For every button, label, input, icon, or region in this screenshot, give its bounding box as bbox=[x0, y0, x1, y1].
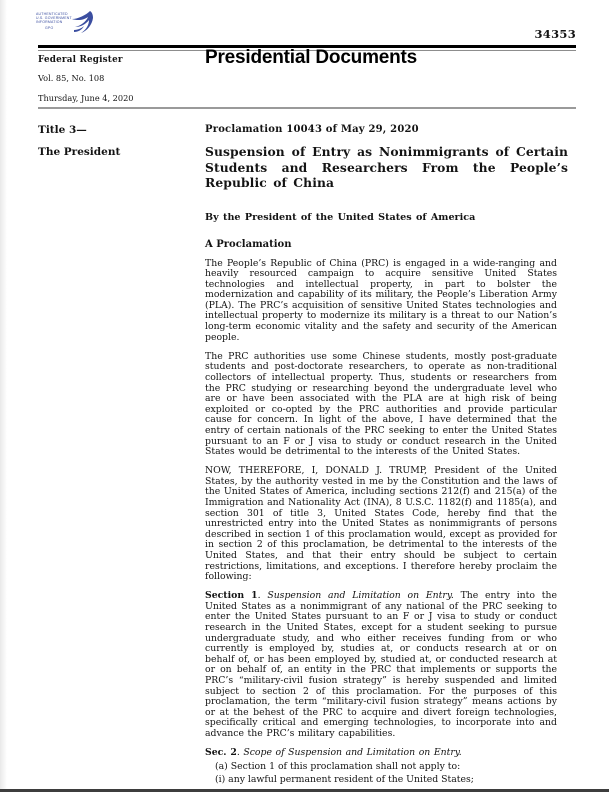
proclamation-number-line: Proclamation 10043 of May 29, 2020 bbox=[205, 124, 419, 135]
page-left-edge-shadow bbox=[0, 0, 7, 792]
masthead-rule bbox=[38, 107, 576, 109]
a-proclamation-heading: A Proclamation bbox=[205, 238, 292, 250]
proclamation-document bbox=[205, 124, 568, 786]
publication-name: Federal Register bbox=[38, 55, 123, 65]
president-label: The President bbox=[38, 146, 121, 158]
proclamation-title: Suspension of Entry as Nonimmigrants of Certain Students and Researchers From the People’s Republic of China bbox=[205, 144, 568, 190]
subsection-a: (a) Section 1 of this proclamation shall not apply to: bbox=[215, 760, 461, 772]
section-heading: Presidential Documents bbox=[205, 47, 418, 68]
gpo-logo-line: U.S. GOVERNMENT bbox=[36, 16, 72, 21]
paragraph: NOW, THEREFORE, I, DONALD J. TRUMP, President of the United States, by the authority vested in me by the Constitution and the laws of the United States of America, including sections 212(f) and 215(a) of the Immigration and Nationality Act (INA), 8 U.S.C. 1182(f) and 1185(a), and section 301 of title 3, United States Code, hereby find that the unrestricted entry into the United States as nonimmigrants of persons described in section 1 of this proclamation would, except as provided for in section 2 of this proclamation, be detrimental to the interests of the United States, and that their entry should be subject to certain restrictions, limitations, and exceptions. I therefore hereby proclaim the following: bbox=[205, 465, 557, 583]
page-number: 34353 bbox=[534, 27, 576, 41]
paragraph: The PRC authorities use some Chinese students, mostly post-graduate students and post-doctorate researchers, to operate as non-traditional collectors of intellectual property. Thus, students or researchers from the PRC studying or researching beyond the undergraduate level who are or have been associated with the PLA are at high risk of being exploited or co-opted by the PRC authorities and provide particular cause for concern. In light of the above, I have determined that the entry of certain nationals of the PRC seeking to enter the United States pursuant to an F or J visa to study or conduct research in the United States would be detrimental to the interests of the United States. bbox=[205, 350, 557, 458]
section-1-paragraph: Section 1. Suspension and Limitation on Entry. The entry into the United States as a nonimmigrant of any national of the PRC seeking to enter the United States pursuant to an F or J visa to study or conduct research in the United States, except for a student seeking to pursue undergraduate study, and who either receives funding from or who currently is employed by, studies at, or conducts research at or on behalf of, or has been employed by, studied at, or conducted research at or on behalf of, an entity in the PRC that implements or supports the PRC’s “military-civil fusion strategy” is hereby suspended and limited subject to section 2 of this proclamation. For the purposes of this proclamation, the term “military-civil fusion strategy” means actions by or at the behest of the PRC to acquire and divert foreign technologies, specifically critical and emerging technologies, to incorporate into and advance the PRC’s military capabilities. bbox=[205, 590, 557, 739]
issue-date: Thursday, June 4, 2020 bbox=[38, 93, 134, 103]
byline: By the President of the United States of America bbox=[205, 211, 476, 223]
gpo-logo-line: GPO bbox=[45, 25, 54, 30]
paragraph: The People’s Republic of China (PRC) is engaged in a wide-ranging and heavily resourced campaign to acquire sensitive United States technologies and intellectual property, in part to bolster the modernization and capability of its military, the People’s Liberation Army (PLA). The PRC’s acquisition of sensitive United States technologies and intellectual property to modernize its military is a threat to our Nation’s long-term economic vitality and the safety and security of the American people. bbox=[205, 257, 557, 343]
title-column bbox=[38, 124, 188, 158]
gpo-eagle-icon bbox=[66, 9, 96, 37]
clause-i: (i) any lawful permanent resident of the United States; bbox=[215, 774, 474, 786]
title3-label: Title 3— bbox=[38, 124, 87, 136]
gpo-logo-line: AUTHENTICATED bbox=[36, 12, 68, 16]
gpo-logo-line: INFORMATION bbox=[36, 20, 63, 25]
gpo-authenticated-logo bbox=[36, 9, 96, 37]
section-2-heading: Sec. 2. Scope of Suspension and Limitation on Entry. bbox=[205, 747, 462, 759]
masthead bbox=[38, 55, 134, 103]
volume-issue: Vol. 85, No. 108 bbox=[38, 73, 105, 83]
